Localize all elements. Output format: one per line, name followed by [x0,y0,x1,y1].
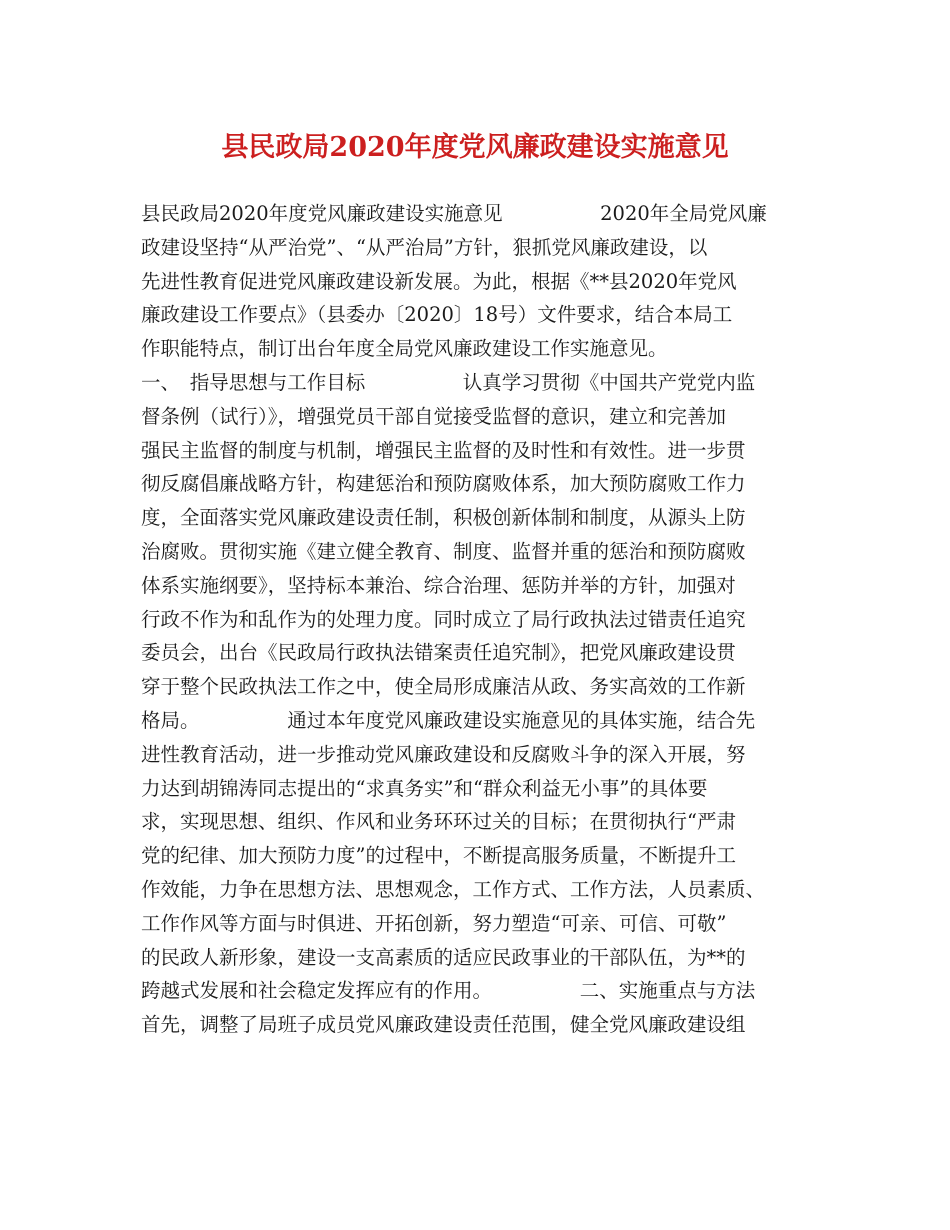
body-line: 强民主监督的制度与机制，增强民主监督的及时性和有效性。进一步贯 [141,438,746,462]
body-line: 彻反腐倡廉战略方针，构建惩治和预防腐败体系，加大预防腐败工作力 [141,472,746,496]
body-line: 首先，调整了局班子成员党风廉政建设责任范围，健全党风廉政建设组 [141,1013,746,1037]
body-line: 跨越式发展和社会稳定发挥应有的作用。 二、实施重点与方法 [141,979,756,1003]
body-line: 的民政人新形象，建设一支高素质的适应民政事业的干部队伍，为**的 [141,945,746,969]
body-line: 治腐败。贯彻实施《建立健全教育、制度、监督并重的惩治和预防腐败 [141,539,746,563]
body-line: 委员会，出台《民政局行政执法错案责任追究制》，把党风廉政建设贯 [141,641,736,665]
body-line: 作效能，力争在思想方法、思想观念，工作方式、工作方法，人员素质、 [141,877,766,901]
document-title: 县民政局2020年度党风廉政建设实施意见 [221,132,729,163]
body-line: 政建设坚持“从严治党”、“从严治局”方针，狠抓党风廉政建设，以 [141,235,708,259]
body-line: 廉政建设工作要点》（县委办〔2020〕18号）文件要求，结合本局工 [141,303,733,327]
body-line: 穿于整个民政执法工作之中，使全局形成廉洁从政、务实高效的工作新 [141,675,746,699]
body-line: 党的纪律、加大预防力度”的过程中，不断提高服务质量，不断提升工 [141,844,736,868]
body-line: 督条例（试行）》，增强党员干部自觉接受监督的意识，建立和完善加 [141,404,727,428]
body-line: 度，全面落实党风廉政建设责任制，积极创新体制和制度，从源头上防 [141,506,746,530]
body-line: 进性教育活动，进一步推动党风廉政建设和反腐败斗争的深入开展，努 [141,742,746,766]
body-line: 力达到胡锦涛同志提出的“求真务实”和“群众利益无小事”的具体要 [141,776,708,800]
body-line: 作职能特点，制订出台年度全局党风廉政建设工作实施意见。 [141,337,668,361]
body-line: 工作作风等方面与时俱进、开拓创新，努力塑造“可亲、可信、可敬” [141,911,727,935]
body-line: 体系实施纲要》，坚持标本兼治、综合治理、惩防并举的方针，加强对 [141,573,736,597]
document-body [141,197,811,1042]
body-line: 行政不作为和乱作为的处理力度。同时成立了局行政执法过错责任追究 [141,607,746,631]
body-line: 格局。 通过本年度党风廉政建设实施意见的具体实施，结合先 [141,708,756,732]
body-line: 先进性教育促进党风廉政建设新发展。为此，根据《**县2020年党风 [141,269,737,293]
body-line: 求，实现思想、组织、作风和业务环环过关的目标；在贯彻执行“严肃 [141,810,736,834]
body-line: 县民政局2020年度党风廉政建设实施意见 2020年全局党风廉 [141,202,767,225]
body-line: 一、 指导思想与工作目标 认真学习贯彻《中国共产党党内监 [141,370,756,394]
